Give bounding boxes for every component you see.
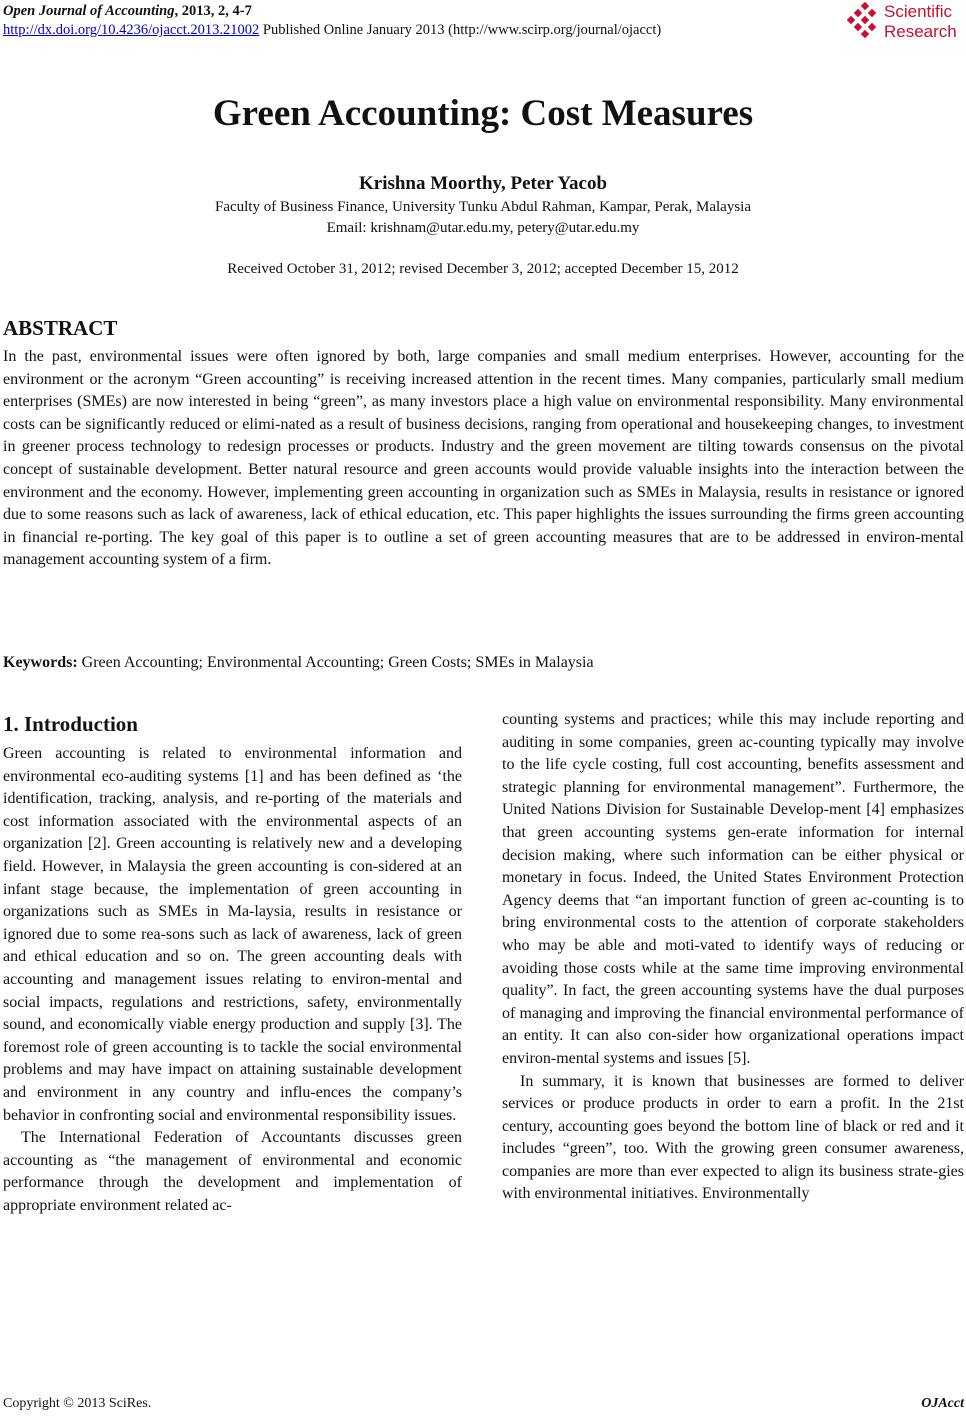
scientific-research-logo-icon: [846, 2, 882, 40]
intro-paragraph-3: In summary, it is known that businesses are formed to deliver services or produce products in order to earn a profit. In the 21st century, accounting goes beyond the bottom line of black or red and it includes “green”, too. With the growing green consumer awareness, companies are more than ever expected to align its business strate-gies with environmental initiatives. Environmentally: [502, 1072, 964, 1203]
journal-volume: , 2013, 2, 4-7: [174, 3, 252, 19]
right-column: [502, 709, 964, 1206]
keywords-text: Green Accounting; Environmental Accounting; Green Costs; SMEs in Malaysia: [77, 654, 594, 671]
keywords-label: Keywords:: [3, 654, 78, 671]
abstract-heading: ABSTRACT: [3, 316, 118, 340]
published-note: Published Online January 2013 (http://www.scirp.org/journal/ojacct): [259, 22, 662, 38]
journal-abbreviation-footer: OJAcct: [921, 1396, 964, 1411]
authors: Krishna Moorthy, Peter Yacob: [358, 173, 608, 194]
keywords: [3, 652, 964, 674]
section-heading-introduction: 1. Introduction: [3, 712, 138, 736]
copyright-footer: Copyright © 2013 SciRes.: [3, 1396, 152, 1411]
paper-title: Green Accounting: Cost Measures: [212, 93, 754, 134]
publisher-wordmark: Scientific Research: [884, 2, 957, 41]
journal-name: Open Journal of Accounting: [3, 3, 175, 19]
abstract-text: In the past, environmental issues were often ignored by both, large companies and small medium enterprises. However, accounting for the environment or the acronym “Green accounting” is receiving increased attention in the recent times. Many companies, particularly small medium enterprises (SMEs) are now interested in being “green”, as many investors place a high value on environmental responsibility. Many environmental costs can be significantly reduced or elimi-nated as a result of business decisions, ranging from operational and housekeeping changes, to investment in greener process technology to redesign processes or products. Industry and the green movement are tilting towards consensus on the pivotal concept of sustainable development. Better natural resource and green accounts would provide valuable insights into the interaction between the environment and the economy. However, implementing green accounting in organization such as SMEs in Malaysia, results in resistance or ignored due to some reasons such as lack of awareness, lack of ethical education, etc. This paper highlights the issues surrounding the firms green accounting in financial re-porting. The key goal of this paper is to outline a set of green accounting measures that are to be addressed in environ-mental management accounting system of a firm.: [3, 348, 964, 569]
intro-paragraph-2-continued: counting systems and practices; while this may include reporting and auditing in some companies, green ac-counting typically may involve to the life cycle costing, full cost accounting, benefits assessment and strategic planning for environmental management”. Furthermore, the United Nations Division for Sustainable Develop-ment [4] emphasizes that green accounting systems gen-erate information for internal decision making, where such information can be either physical or monetary in focus. Indeed, the United States Environment Protection Agency deems that “an important function of green ac-counting is to bring environmental costs to the attention of corporate stakeholders who may be able and moti-vated to identify ways of reducing or avoiding those costs while at the same time improving environmental quality”. In fact, the green accounting systems have the dual purposes of managing and improving the financial environmental performance of an entity. It can also con-sider how organizational operations impact environ-mental systems and issues [5].: [502, 711, 964, 1067]
doi-link[interactable]: http://dx.doi.org/10.4236/ojacct.2013.21002: [3, 22, 260, 38]
left-column: [3, 743, 462, 1217]
author-email: Email: krishnam@utar.edu.my, petery@utar.edu.my: [326, 220, 640, 236]
affiliation: Faculty of Business Finance, University Tunku Abdul Rahman, Kampar, Perak, Malaysia: [214, 199, 751, 215]
intro-paragraph-1: Green accounting is related to environmental information and environmental eco-auditing systems [1] and has been defined as ‘the identification, tracking, analysis, and re-porting of the materials and cost information associated with the environmental aspects of an organization [2]. Green accounting is relatively new and a developing field. However, in Malaysia the green accounting is con-sidered at an infant stage because, the implementation of green accounting in organizations such as SMEs in Ma-laysia, results in resistance or ignored due to some rea-sons such as lack of awareness, lack of green and ethical education and so on. The green accounting deals with accounting and management issues relating to environ-mental and social impacts, regulations and restrictions, safety, environmentally sound, and economically viable energy production and supply [3]. The foremost role of green accounting is to tackle the social environmental problems and may have impact on attaining sustainable development and environment in any country and influ-ences the company’s behavior in confronting social and environmental responsibility issues.: [3, 745, 462, 1124]
publisher-logo: [844, 2, 964, 42]
running-header: [3, 2, 661, 40]
intro-paragraph-2: The International Federation of Accountants discusses green accounting as “the management of environmental and economic performance through the development and implementation of appropriate environment related ac-: [3, 1129, 462, 1214]
received-dates: Received October 31, 2012; revised December 3, 2012; accepted December 15, 2012: [227, 261, 739, 277]
